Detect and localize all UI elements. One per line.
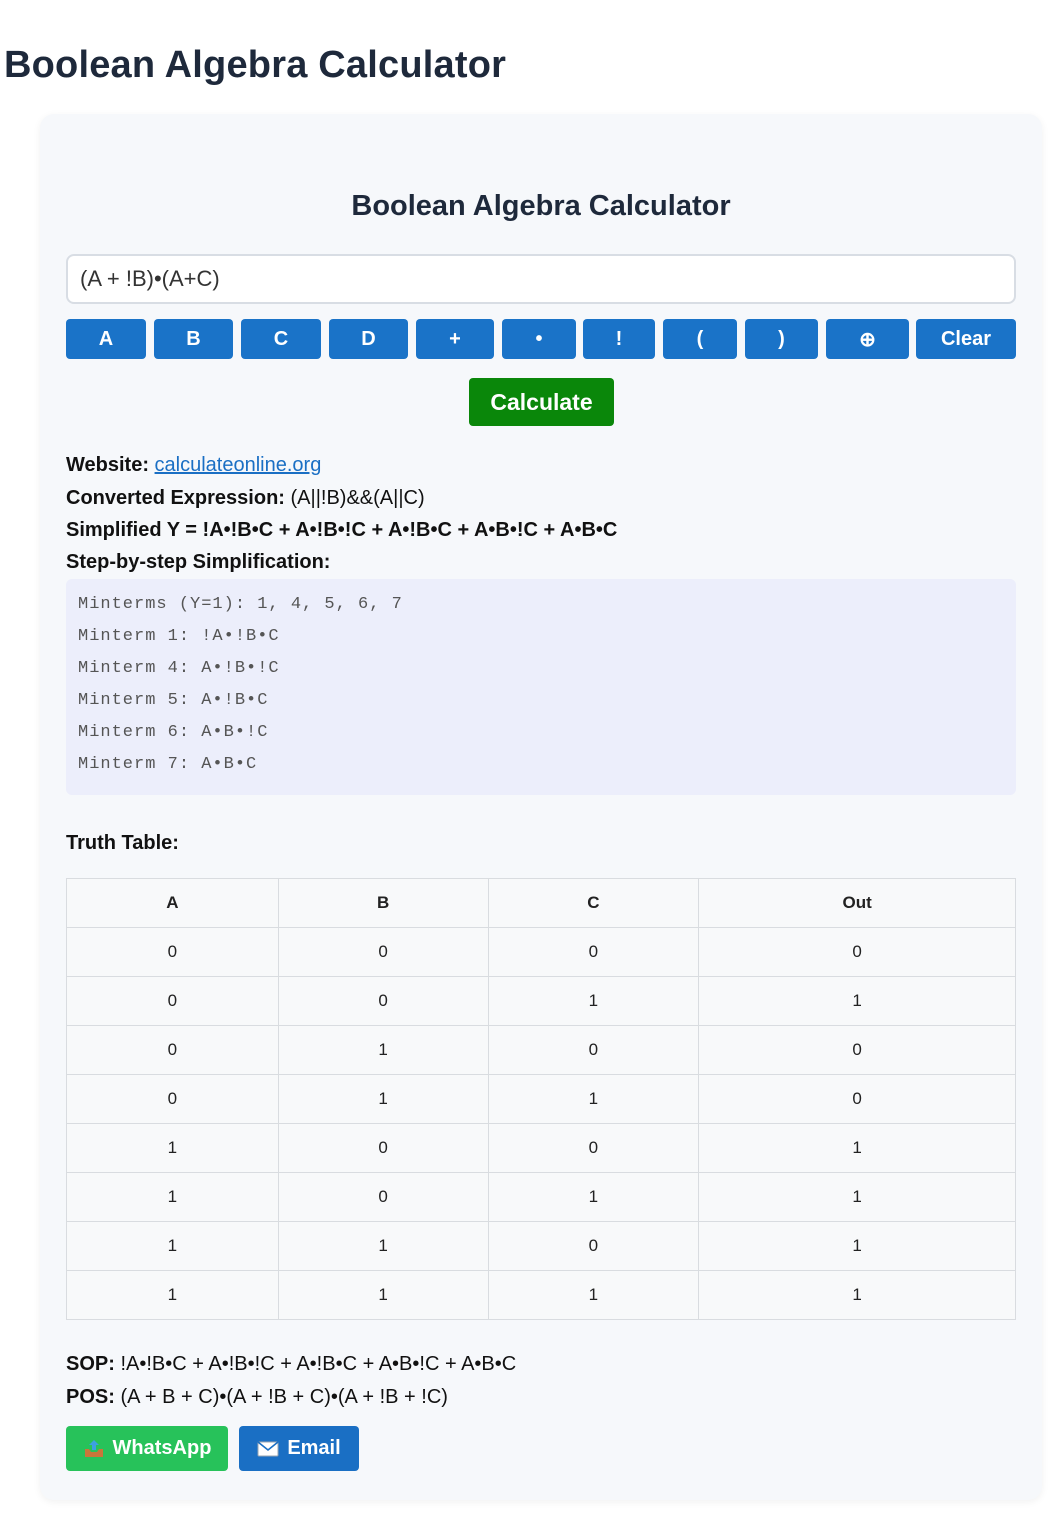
truth-table-label: Truth Table: <box>66 832 179 854</box>
sop-line <box>66 1353 516 1376</box>
calculator-card <box>40 114 1042 1500</box>
calculator-title: Boolean Algebra Calculator <box>351 190 731 222</box>
table-cell: 1 <box>699 977 1016 1026</box>
table-cell: 1 <box>699 1222 1016 1271</box>
pos-value: (A + B + C)•(A + !B + C)•(A + !B + !C) <box>120 1386 448 1408</box>
table-cell: 0 <box>67 1075 279 1124</box>
table-cell: 1 <box>67 1222 279 1271</box>
outbox-tray-icon <box>83 1439 105 1459</box>
email-share-button[interactable] <box>239 1426 359 1471</box>
step-line: Minterm 4: A•!B•!C <box>78 659 280 678</box>
table-cell: 1 <box>278 1075 488 1124</box>
table-cell: 0 <box>67 977 279 1026</box>
simplified-text: Simplified Y = !A•!B•C + A•!B•!C + A•!B•C + A•B•!C + A•B•C <box>66 519 618 541</box>
table-row <box>67 928 1016 977</box>
key-close-paren-button[interactable]: ) <box>745 319 818 359</box>
step-line: Minterm 1: !A•!B•C <box>78 627 280 646</box>
step-line: Minterm 5: A•!B•C <box>78 691 269 710</box>
column-header-out: Out <box>699 879 1016 928</box>
email-icon <box>257 1441 279 1457</box>
steps-heading <box>66 551 330 574</box>
table-cell: 0 <box>67 1026 279 1075</box>
steps-box <box>66 579 1016 795</box>
key-open-paren-button[interactable]: ( <box>663 319 737 359</box>
column-header-c: C <box>488 879 699 928</box>
expression-input[interactable] <box>66 254 1016 304</box>
table-cell: 0 <box>278 1124 488 1173</box>
key-not-button[interactable]: ! <box>583 319 655 359</box>
table-cell: 0 <box>278 977 488 1026</box>
table-cell: 0 <box>67 928 279 977</box>
table-cell: 0 <box>699 1075 1016 1124</box>
pos-label: POS: <box>66 1386 115 1408</box>
website-link[interactable]: calculateonline.org <box>154 454 322 476</box>
table-header-row <box>67 879 1016 928</box>
calculate-button[interactable]: Calculate <box>469 378 614 426</box>
table-cell: 0 <box>699 928 1016 977</box>
table-row <box>67 1026 1016 1075</box>
key-a-button[interactable]: A <box>66 319 146 359</box>
whatsapp-share-button[interactable] <box>66 1426 228 1471</box>
truth-table <box>66 878 1016 1320</box>
simplified-line <box>66 519 617 542</box>
website-line <box>66 454 321 477</box>
table-cell: 1 <box>699 1124 1016 1173</box>
sop-label: SOP: <box>66 1353 115 1375</box>
key-b-button[interactable]: B <box>154 319 233 359</box>
key-c-button[interactable]: C <box>241 319 321 359</box>
key-d-button[interactable]: D <box>329 319 408 359</box>
table-cell: 0 <box>488 1026 699 1075</box>
table-cell: 0 <box>488 1124 699 1173</box>
step-line: Minterm 7: A•B•C <box>78 755 258 774</box>
table-cell: 1 <box>488 1075 699 1124</box>
website-label: Website: <box>66 454 149 476</box>
table-cell: 1 <box>488 1271 699 1320</box>
step-line: Minterm 6: A•B•!C <box>78 723 269 742</box>
converted-label: Converted Expression: <box>66 487 285 509</box>
page-title: Boolean Algebra Calculator <box>4 44 507 86</box>
column-header-a: A <box>67 879 279 928</box>
table-row <box>67 1075 1016 1124</box>
key-or-button[interactable]: + <box>416 319 494 359</box>
table-row <box>67 1173 1016 1222</box>
whatsapp-label: WhatsApp <box>112 1437 212 1459</box>
table-cell: 1 <box>699 1173 1016 1222</box>
steps-label: Step-by-step Simplification: <box>66 551 331 573</box>
table-row <box>67 1222 1016 1271</box>
key-xor-button[interactable]: ⊕ <box>826 319 909 359</box>
table-row <box>67 1124 1016 1173</box>
table-cell: 1 <box>67 1124 279 1173</box>
table-cell: 1 <box>67 1271 279 1320</box>
table-row <box>67 1271 1016 1320</box>
step-line: Minterms (Y=1): 1, 4, 5, 6, 7 <box>78 595 403 614</box>
table-row <box>67 977 1016 1026</box>
table-cell: 1 <box>488 977 699 1026</box>
table-cell: 1 <box>67 1173 279 1222</box>
table-cell: 1 <box>488 1173 699 1222</box>
table-cell: 0 <box>699 1026 1016 1075</box>
table-cell: 0 <box>488 928 699 977</box>
table-cell: 0 <box>278 928 488 977</box>
pos-line <box>66 1386 448 1409</box>
table-cell: 1 <box>278 1271 488 1320</box>
converted-line <box>66 487 425 510</box>
email-label: Email <box>287 1437 341 1459</box>
clear-button[interactable]: Clear <box>916 319 1016 359</box>
table-cell: 0 <box>488 1222 699 1271</box>
table-cell: 1 <box>699 1271 1016 1320</box>
key-and-button[interactable]: • <box>502 319 576 359</box>
column-header-b: B <box>278 879 488 928</box>
table-cell: 1 <box>278 1222 488 1271</box>
table-cell: 1 <box>278 1026 488 1075</box>
converted-value: (A||!B)&&(A||C) <box>290 487 425 509</box>
sop-value: !A•!B•C + A•!B•!C + A•!B•C + A•B•!C + A•B•C <box>120 1353 517 1375</box>
table-cell: 0 <box>278 1173 488 1222</box>
